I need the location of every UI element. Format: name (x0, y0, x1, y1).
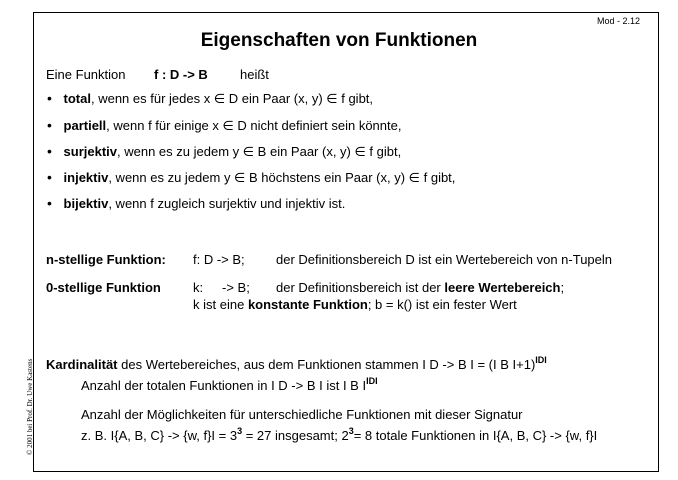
bullet-glyph: • (47, 143, 52, 159)
example-sup-1: 3 (237, 426, 243, 436)
line2-bold: konstante Funktion (247, 297, 368, 312)
intro-prefix: Eine Funktion (46, 67, 126, 82)
bullet-injektiv (47, 169, 455, 186)
desc-bold: leere Wertebereich (444, 280, 561, 295)
kardinalitaet-line4 (81, 428, 597, 444)
term-total: total (63, 91, 91, 106)
n-stellig-description: der Definitionsbereich D ist ein Wertebereich von n-Tupeln (276, 252, 613, 267)
kardinalitaet-line3: Anzahl der Möglichkeiten für unterschiedliche Funktionen mit dieser Signatur (81, 407, 523, 422)
n-stellig-signature: f: D -> B; (193, 252, 245, 267)
slide-id: Mod - 2.12 (597, 16, 641, 26)
copyright-notice: © 2001 bei Prof. Dr. Uwe Kastens (26, 358, 34, 455)
text-bijektiv: , wenn f zugleich surjektiv und injektiv ist. (108, 196, 346, 211)
text-injektiv: , wenn es zu jedem y ∈ B höchstens ein Paar (x, y) ∈ f gibt, (108, 170, 456, 185)
term-injektiv: injektiv (63, 170, 109, 185)
intro-signature: f : D -> B (154, 67, 208, 82)
term-partiell: partiell (63, 118, 107, 133)
bullet-glyph: • (47, 90, 52, 106)
kardinalitaet-text: des Wertebereiches, aus dem Funktionen stammen I D -> B I = (I B I+1) (117, 357, 536, 372)
kardinalitaet-term: Kardinalität (46, 357, 118, 372)
n-stellig-label: n-stellige Funktion: (46, 252, 166, 267)
null-stellig-label: 0-stellige Funktion (46, 280, 161, 295)
term-surjektiv: surjektiv (63, 144, 118, 159)
example-part-a: z. B. I{A, B, C} -> {w, f}I = 3 (81, 428, 238, 443)
null-stellig-arrow: -> B; (222, 280, 250, 295)
kardinalitaet-sup: IDI (535, 355, 547, 365)
example-sup-2: 3 (348, 426, 354, 436)
text-partiell: , wenn f für einige x ∈ D nicht definiert sein könnte, (106, 118, 402, 133)
term-bijektiv: bijektiv (63, 196, 109, 211)
bullet-glyph: • (47, 169, 52, 185)
page-title: Eigenschaften von Funktionen (200, 30, 478, 51)
kardinalitaet-line2 (81, 378, 378, 394)
bullet-partiell (47, 117, 401, 134)
bullet-bijektiv (47, 195, 345, 212)
bullet-surjektiv (47, 143, 401, 160)
null-stellig-k: k: (193, 280, 204, 295)
line2-suffix: ; b = k() ist ein fester Wert (367, 297, 517, 312)
intro-suffix: heißt (240, 67, 269, 82)
desc-prefix: der Definitionsbereich ist der (276, 280, 441, 295)
bullet-glyph: • (47, 195, 52, 211)
line2-prefix: k ist eine (193, 297, 245, 312)
bullet-glyph: • (47, 117, 52, 133)
total-count-text: Anzahl der totalen Funktionen in I D -> B I ist I B I (81, 378, 367, 393)
text-total: , wenn es für jedes x ∈ D ein Paar (x, y) ∈ f gibt, (90, 91, 374, 106)
text-surjektiv: , wenn es zu jedem y ∈ B ein Paar (x, y) ∈ f gibt, (117, 144, 402, 159)
total-count-sup: IDI (366, 376, 378, 386)
bullet-total (47, 90, 373, 107)
null-stellig-description (276, 280, 564, 296)
example-part-c: = 8 totale Funktionen in I{A, B, C} -> {w, f}I (353, 428, 598, 443)
kardinalitaet-line1 (46, 357, 547, 373)
null-stellig-line2 (193, 297, 517, 313)
slide-frame (33, 12, 659, 472)
example-part-b: = 27 insgesamt; 2 (242, 428, 349, 443)
desc-suffix: ; (560, 280, 565, 295)
